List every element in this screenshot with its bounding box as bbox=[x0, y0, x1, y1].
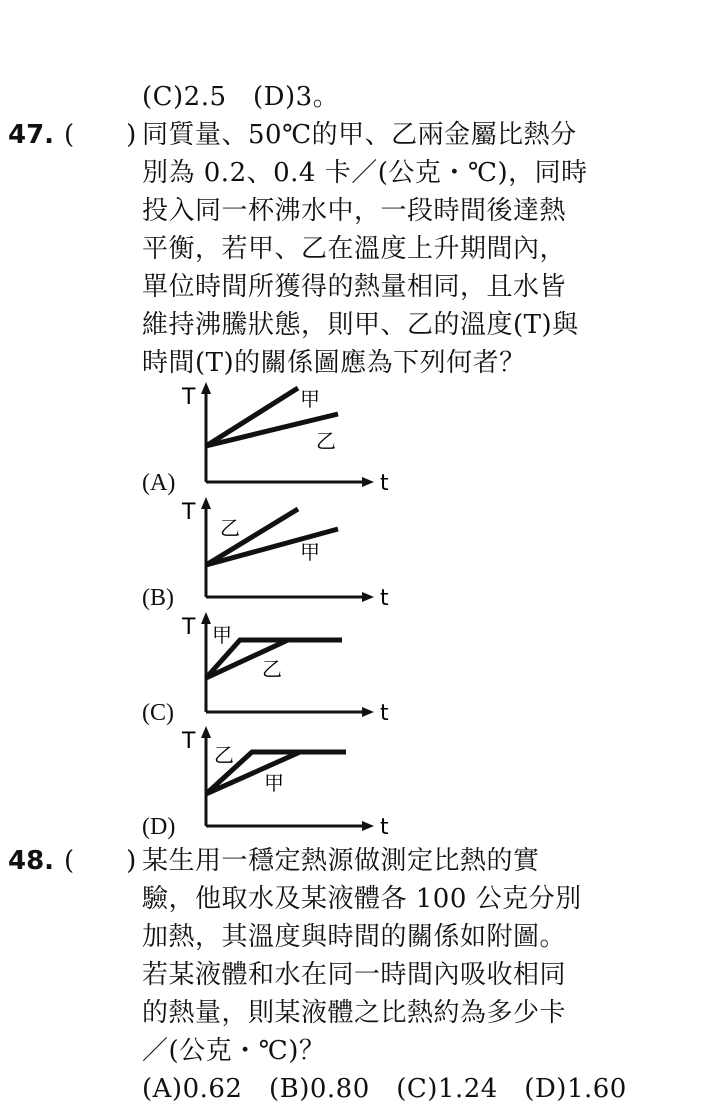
lower-curve-label: 甲 bbox=[300, 540, 320, 564]
question-48-options: (A)0.62 (B)0.80 (C)1.24 (D)1.60 bbox=[142, 1074, 627, 1104]
lower-curve-label: 乙 bbox=[262, 657, 282, 681]
y-axis-arrow-icon bbox=[201, 497, 211, 509]
question-47-line-2: 別為 0.2、0.4 卡／(公克・℃)，同時 bbox=[142, 158, 588, 188]
lower-curve-label: 乙 bbox=[316, 429, 336, 453]
question-47-line-7: 時間(T)的關係圖應為下列何者？ bbox=[142, 348, 526, 378]
question-47-line-3: 投入同一杯沸水中，一段時間後達熱 bbox=[142, 196, 567, 226]
lower-curve-label: 甲 bbox=[264, 771, 284, 795]
question-48-line-2: 驗，他取水及某液體各 100 公克分別 bbox=[142, 884, 582, 914]
question-47-answer-blank: ( ) bbox=[64, 120, 137, 150]
option-d-graph bbox=[170, 724, 400, 840]
question-47-line-6: 維持沸騰狀態，則甲、乙的溫度(T)與 bbox=[142, 310, 579, 340]
y-axis-arrow-icon bbox=[201, 382, 211, 394]
x-axis-label: t bbox=[380, 586, 389, 611]
x-axis-arrow-icon bbox=[362, 477, 374, 487]
question-48-line-6: ／(公克・℃)？ bbox=[142, 1036, 326, 1066]
option-c-graph bbox=[170, 610, 400, 726]
upper-curve-label: 乙 bbox=[220, 516, 240, 540]
y-axis-label: T bbox=[182, 385, 196, 410]
option-b-graph bbox=[170, 495, 400, 611]
question-48-line-1: 某生用一穩定熱源做測定比熱的實 bbox=[142, 846, 540, 876]
option-c-label: (C) bbox=[142, 700, 174, 726]
option-a-label: (A) bbox=[142, 470, 176, 496]
question-48-answer-blank: ( ) bbox=[64, 846, 137, 876]
question-48-line-5: 的熱量，則某液體之比熱約為多少卡 bbox=[142, 998, 567, 1028]
question-48-number: 48. bbox=[8, 846, 55, 876]
x-axis-arrow-icon bbox=[362, 592, 374, 602]
y-axis-arrow-icon bbox=[201, 612, 211, 624]
x-axis-arrow-icon bbox=[362, 707, 374, 717]
question-48-line-4: 若某液體和水在同一時間內吸收相同 bbox=[142, 960, 567, 990]
upper-curve-label: 甲 bbox=[212, 623, 232, 647]
question-48-line-3: 加熱，其溫度與時間的關係如附圖。 bbox=[142, 922, 567, 952]
y-axis-label: T bbox=[182, 729, 196, 754]
question-47-line-1: 同質量、50℃的甲、乙兩金屬比熱分 bbox=[142, 120, 577, 150]
x-axis-arrow-icon bbox=[362, 821, 374, 831]
question-47-line-5: 單位時間所獲得的熱量相同，且水皆 bbox=[142, 272, 567, 302]
option-d-label: (D) bbox=[142, 814, 176, 840]
prev-options-tail: (C)2.5 (D)3。 bbox=[142, 82, 340, 112]
upper-curve-label: 甲 bbox=[300, 387, 320, 411]
x-axis-label: t bbox=[380, 701, 389, 726]
question-47-number: 47. bbox=[8, 120, 55, 150]
y-axis-label: T bbox=[182, 615, 196, 640]
y-axis-arrow-icon bbox=[201, 726, 211, 738]
option-b-label: (B) bbox=[142, 585, 174, 611]
upper-curve-label: 乙 bbox=[214, 743, 234, 767]
x-axis-label: t bbox=[380, 815, 389, 840]
option-a-graph bbox=[170, 380, 400, 496]
question-47-line-4: 平衡，若甲、乙在溫度上升期間內， bbox=[142, 234, 567, 264]
x-axis-label: t bbox=[380, 471, 389, 496]
y-axis-label: T bbox=[182, 500, 196, 525]
